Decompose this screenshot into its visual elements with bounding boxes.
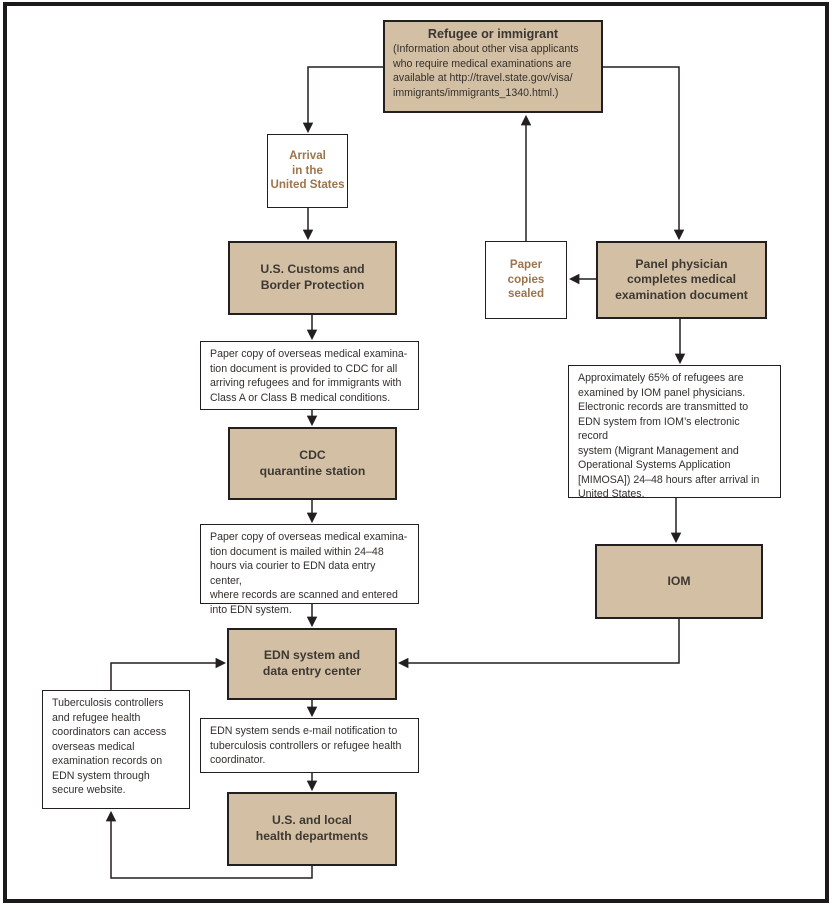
node-customs-label: U.S. Customs and Border Protection [260, 262, 365, 292]
node-paper1-body: Paper copy of overseas medical examina- tion document is provided to CDC for all arriving refugees and for immigrants with Class A or Class B medical conditions. [210, 348, 408, 404]
node-edn-system-data-entry-center [227, 628, 397, 700]
node-arrival-label: Arrival in the United States [270, 148, 345, 192]
edge-iom-to-edn [400, 619, 679, 663]
node-health-label: U.S. and local health departments [255, 813, 369, 843]
node-edn-label: EDN system and data entry center [262, 648, 362, 678]
node-refugee-title: Refugee or immigrant [427, 27, 559, 41]
node-iomstats-body: Approximately 65% of refugees are examined by IOM panel physicians. Electronic records are transmitted to EDN system from IOM’s electronic record system (Migrant Management and Operational Systems Application [MIMOSA]) 24–48 hours after arrival in United States. [578, 372, 760, 500]
node-panel-physician [596, 241, 767, 319]
node-refugee-body: (Information about other visa applicants who require medical examinations are available at http://travel.state.gov/visa/ immigrants/immigrants_1340.html.) [393, 43, 579, 99]
node-cdc-quarantine-station [228, 427, 397, 500]
node-edn-email-notification [200, 718, 419, 773]
node-panel-label: Panel physician completes medical examination document [615, 256, 748, 302]
node-email-body: EDN system sends e-mail notification to tuberculosis controllers or refugee health coordinator. [210, 725, 402, 766]
node-iom-statistics [568, 365, 781, 498]
node-paper2-body: Paper copy of overseas medical examina- tion document is mailed within 24–48 hours via courier to EDN data entry center, where records are scanned and entered into EDN system. [210, 531, 408, 616]
node-sealed-label: Paper copies sealed [507, 257, 545, 301]
node-paper-copy-mailed [200, 524, 419, 616]
node-arrival-in-us [267, 134, 348, 208]
edge-refugee-to-panel [603, 67, 679, 238]
node-paper-copies-sealed [485, 241, 567, 319]
node-cdc-label: CDC quarantine station [259, 447, 366, 478]
node-tb-body: Tuberculosis controllers and refugee health coordinators can access overseas medical examination records on EDN system through secure website. [52, 697, 167, 796]
edge-refugee-to-arrival [308, 67, 383, 131]
node-us-customs-border-protection [228, 241, 397, 315]
node-refugee-or-immigrant [383, 20, 603, 113]
node-tuberculosis-controllers [42, 690, 190, 809]
node-iom [595, 544, 763, 619]
node-paper-copy-to-cdc [200, 341, 419, 410]
edge-tb-to-edn [111, 663, 224, 690]
node-us-local-health-departments [227, 792, 397, 866]
node-iom-label: IOM [667, 573, 691, 588]
